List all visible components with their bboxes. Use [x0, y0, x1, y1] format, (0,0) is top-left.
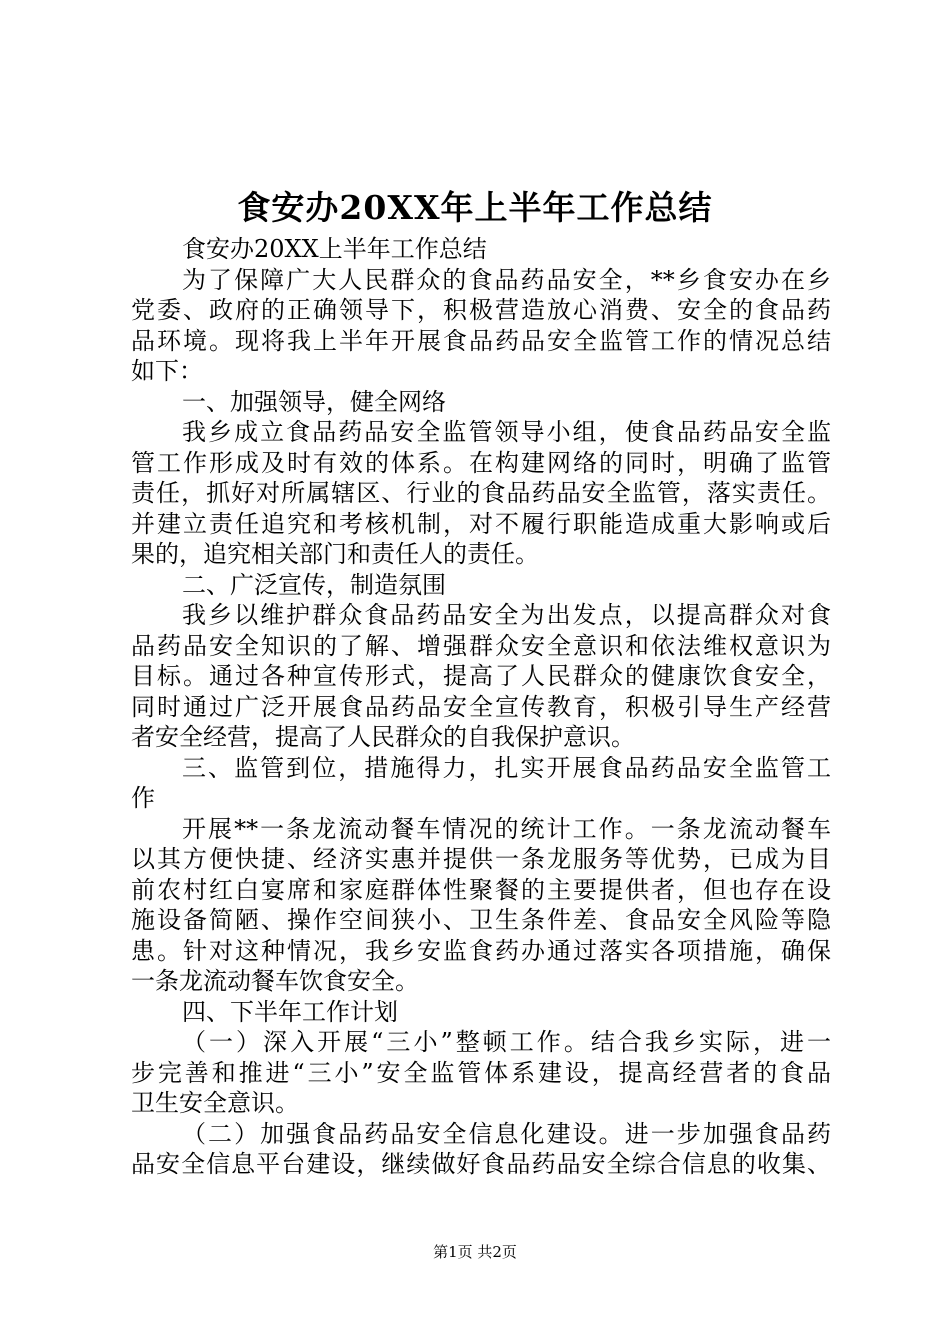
paragraph-line: 一条龙流动餐车饮食安全。	[131, 967, 419, 995]
paragraph-line: 如下：	[131, 357, 203, 385]
paragraph-line: 品安全信息平台建设，继续做好食品药品安全综合信息的收集、	[131, 1150, 831, 1178]
paragraph-line: 目标。通过各种宣传形式，提高了人民群众的健康饮食安全，	[131, 662, 831, 690]
paragraph-line: 管工作形成及时有效的体系。在构建网络的同时，明确了监管	[131, 448, 831, 477]
paragraph-line: 为了保障广大人民群众的食品药品安全，**乡食安办在乡	[182, 265, 831, 294]
paragraph-line: （二）加强食品药品安全信息化建设。进一步加强食品药	[182, 1119, 831, 1148]
paragraph-line: 三、监管到位，措施得力，扎实开展食品药品安全监管工	[182, 753, 831, 782]
paragraph-line: 党委、政府的正确领导下，积极营造放心消费、安全的食品药	[131, 296, 831, 324]
paragraph-line: 品环境。现将我上半年开展食品药品安全监管工作的情况总结	[131, 326, 831, 355]
paragraph-line: 并建立责任追究和考核机制，对不履行职能造成重大影响或后	[131, 509, 831, 538]
paragraph-line: 四、下半年工作计划	[182, 997, 398, 1026]
paragraph-line: 二、广泛宣传，制造氛围	[182, 570, 446, 599]
paragraph-line: 前农村红白宴席和家庭群体性聚餐的主要提供者，但也存在设	[131, 875, 831, 904]
paragraph-line: 作	[131, 784, 155, 812]
paragraph-line: 果的，追究相关部门和责任人的责任。	[131, 540, 539, 568]
paragraph-line: 同时通过广泛开展食品药品安全宣传教育，积极引导生产经营	[131, 692, 831, 721]
paragraph-line: 责任，抓好对所属辖区、行业的食品药品安全监管，落实责任。	[131, 479, 831, 507]
paragraph-line: 施设备简陋、操作空间狭小、卫生条件差、食品安全风险等隐	[131, 906, 831, 934]
document-title: 食安办20XX年上半年工作总结	[237, 188, 713, 227]
paragraph-line: 患。针对这种情况，我乡安监食药办通过落实各项措施，确保	[131, 936, 831, 965]
paragraph-line: 以其方便快捷、经济实惠并提供一条龙服务等优势，已成为目	[131, 845, 831, 873]
paragraph-line: 一、加强领导，健全网络	[182, 387, 446, 416]
paragraph-line: 卫生安全意识。	[131, 1089, 299, 1117]
paragraph-line: 我乡成立食品药品安全监管领导小组，使食品药品安全监	[182, 418, 831, 446]
paragraph-line: 步完善和推进“三小”安全监管体系建设，提高经营者的食品	[131, 1058, 831, 1087]
paragraph-line: 品药品安全知识的了解、增强群众安全意识和依法维权意识为	[131, 631, 831, 660]
paragraph-line: 食安办20XX上半年工作总结	[182, 235, 487, 263]
paragraph-line: 开展**一条龙流动餐车情况的统计工作。一条龙流动餐车	[182, 814, 831, 843]
paragraph-line: （一）深入开展“三小”整顿工作。结合我乡实际，进一	[182, 1028, 831, 1056]
paragraph-line: 我乡以维护群众食品药品安全为出发点，以提高群众对食	[182, 601, 831, 629]
page-number: 第1页 共2页	[433, 1243, 517, 1261]
document-body	[131, 234, 831, 1180]
paragraph-line: 者安全经营，提高了人民群众的自我保护意识。	[131, 723, 635, 751]
